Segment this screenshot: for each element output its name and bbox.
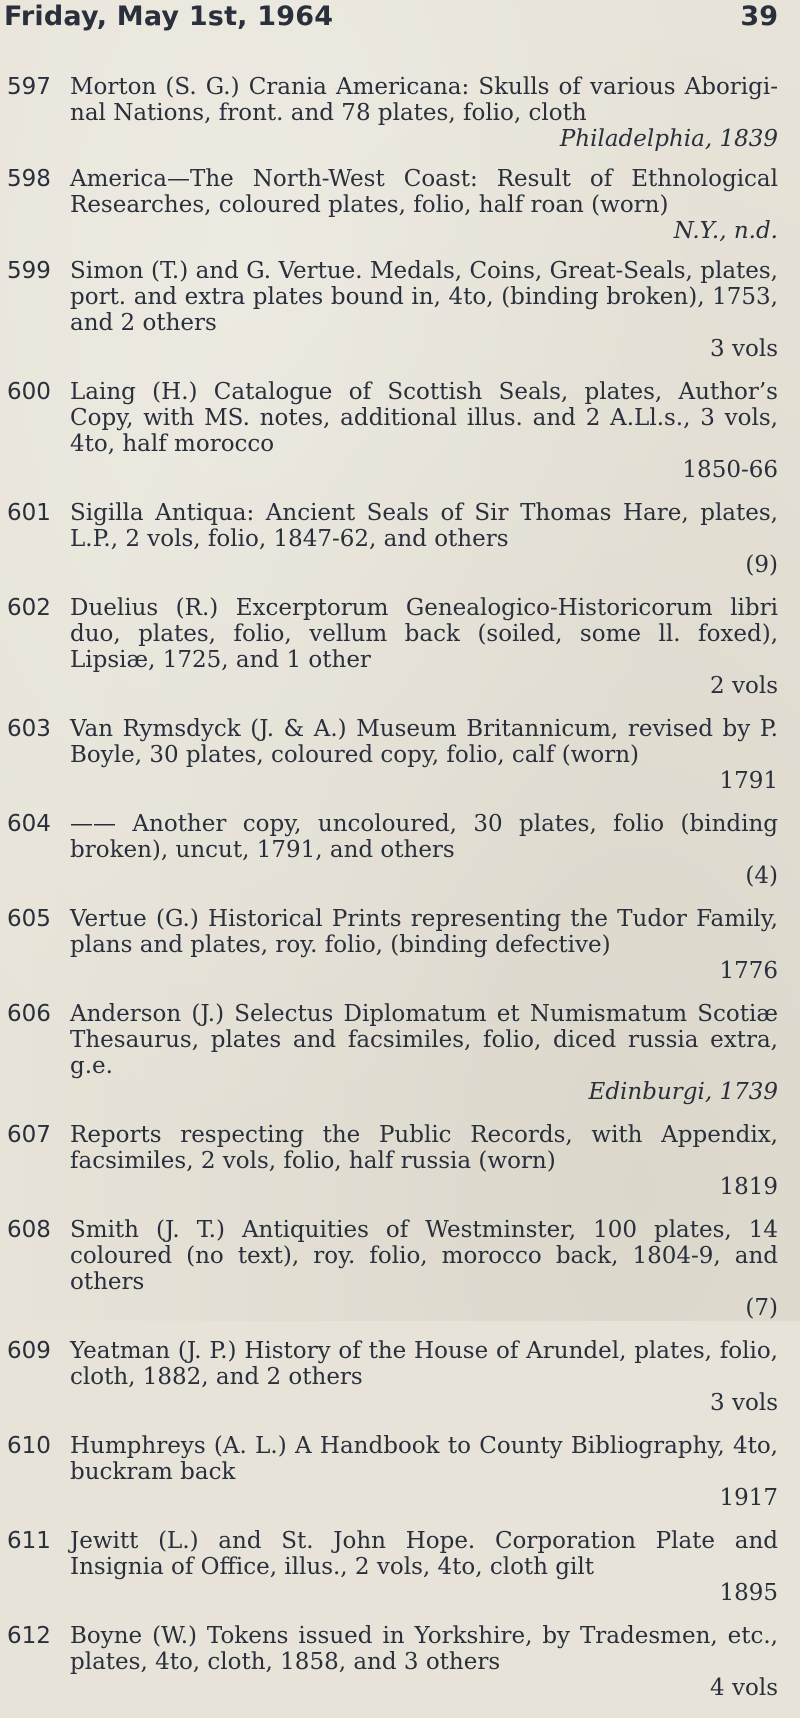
lot-number: 598	[7, 166, 51, 192]
lot-entry	[0, 1433, 800, 1511]
lot-entry	[0, 500, 800, 578]
lot-entry	[0, 166, 800, 244]
lot-description: Simon (T.) and G. Vertue. Medals, Coins, Great-Seals, plates, port. and extra plates bound in, 4to, (binding broken), 1753, and 2 others	[70, 258, 778, 336]
lot-date: 1791	[719, 768, 778, 794]
lot-entry	[0, 595, 800, 699]
lot-entry	[0, 1528, 800, 1606]
lot-description: Jewitt (L.) and St. John Hope. Corporation Plate and Insignia of Office, illus., 2 vols, 4to, cloth gilt	[70, 1528, 778, 1580]
lot-description: Anderson (J.) Selectus Diplomatum et Numismatum Scotiæ Thesaurus, plates and facsimiles, folio, diced russia extra, g.e.	[70, 1001, 778, 1079]
lot-description: Humphreys (A. L.) A Handbook to County Bibliography, 4to, buckram back	[70, 1433, 778, 1485]
lot-list	[0, 74, 800, 1718]
lot-description: Boyne (W.) Tokens issued in Yorkshire, by Tradesmen, etc., plates, 4to, cloth, 1858, and 3 others	[70, 1623, 778, 1675]
lot-imprint: N.Y., n.d.	[673, 218, 778, 244]
lot-entry	[0, 1122, 800, 1200]
lot-number: 606	[7, 1001, 51, 1027]
lot-entry	[0, 1338, 800, 1416]
lot-description: Morton (S. G.) Crania Americana: Skulls of various Aborigi-nal Nations, front. and 78 plates, folio, cloth	[70, 74, 778, 126]
lot-entry	[0, 258, 800, 362]
lot-number: 599	[7, 258, 51, 284]
lot-description: Van Rymsdyck (J. & A.) Museum Britannicum, revised by P. Boyle, 30 plates, coloured copy, folio, calf (worn)	[70, 716, 778, 768]
lot-number: 605	[7, 906, 51, 932]
page-header	[0, 0, 800, 60]
lot-description: Laing (H.) Catalogue of Scottish Seals, plates, Author’s Copy, with MS. notes, additional illus. and 2 A.Ll.s., 3 vols, 4to, half morocco	[70, 379, 778, 457]
lot-quantity: 3 vols	[710, 1390, 778, 1416]
lot-quantity: (7)	[745, 1295, 778, 1321]
lot-entry	[0, 379, 800, 483]
lot-description: Reports respecting the Public Records, with Appendix, facsimiles, 2 vols, folio, half russia (worn)	[70, 1122, 778, 1174]
lot-date: 1895	[719, 1580, 778, 1606]
lot-entry	[0, 1001, 800, 1105]
lot-description: —— Another copy, uncoloured, 30 plates, folio (binding broken), uncut, 1791, and others	[70, 811, 778, 863]
lot-imprint: Edinburgi, 1739	[588, 1079, 778, 1105]
lot-entry	[0, 74, 800, 152]
lot-number: 603	[7, 716, 51, 742]
lot-number: 609	[7, 1338, 51, 1364]
lot-entry	[0, 906, 800, 984]
lot-number: 610	[7, 1433, 51, 1459]
lot-date: 1917	[719, 1485, 778, 1511]
lot-description: Sigilla Antiqua: Ancient Seals of Sir Thomas Hare, plates, L.P., 2 vols, folio, 1847-62, and others	[70, 500, 778, 552]
lot-quantity: 3 vols	[710, 336, 778, 362]
lot-quantity: (4)	[745, 863, 778, 889]
lot-number: 604	[7, 811, 51, 837]
lot-number: 600	[7, 379, 51, 405]
lot-number: 601	[7, 500, 51, 526]
header-date: Friday, May 1st, 1964	[4, 1, 334, 32]
lot-description: Vertue (G.) Historical Prints representing the Tudor Family, plans and plates, roy. folio, (binding defective)	[70, 906, 778, 958]
lot-entry	[0, 1217, 800, 1321]
lot-imprint: Philadelphia, 1839	[559, 126, 778, 152]
page-number: 39	[740, 1, 778, 32]
lot-number: 597	[7, 74, 51, 100]
lot-number: 608	[7, 1217, 51, 1243]
lot-entry	[0, 716, 800, 794]
lot-quantity: (9)	[745, 552, 778, 578]
lot-date: 1819	[719, 1174, 778, 1200]
lot-description: Smith (J. T.) Antiquities of Westminster, 100 plates, 14 coloured (no text), roy. folio, morocco back, 1804-9, and others	[70, 1217, 778, 1295]
lot-number: 607	[7, 1122, 51, 1148]
lot-date: 1850-66	[682, 457, 778, 483]
lot-description: America—The North-West Coast: Result of Ethnological Researches, coloured plates, folio, half roan (worn)	[70, 166, 778, 218]
lot-number: 611	[7, 1528, 51, 1554]
lot-quantity: 2 vols	[710, 673, 778, 699]
lot-entry	[0, 811, 800, 889]
lot-description: Yeatman (J. P.) History of the House of Arundel, plates, folio, cloth, 1882, and 2 others	[70, 1338, 778, 1390]
lot-description: Duelius (R.) Excerptorum Genealogico-Historicorum libri duo, plates, folio, vellum back (soiled, some ll. foxed), Lipsiæ, 1725, and 1 other	[70, 595, 778, 673]
lot-date: 1776	[719, 958, 778, 984]
lot-number: 602	[7, 595, 51, 621]
lot-entry	[0, 1623, 800, 1701]
lot-quantity: 4 vols	[710, 1675, 778, 1701]
lot-number: 612	[7, 1623, 51, 1649]
